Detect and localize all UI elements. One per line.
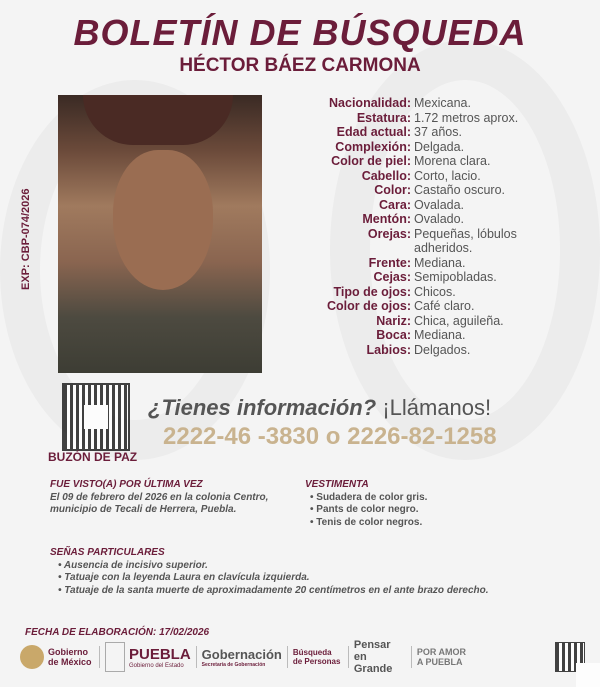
logo-text: Secretaría de Gobernación — [201, 661, 266, 668]
detail-value: Pequeñas, lóbulos adheridos. — [414, 226, 517, 255]
detail-value: Café claro. — [414, 299, 475, 313]
info-prompt — [148, 395, 583, 421]
detail-row — [280, 328, 580, 343]
last-seen-text: El 09 de febrero del 2026 en la colonia Centro, municipio de Tecali de Herrera, Puebla. — [50, 491, 269, 515]
detail-row — [280, 314, 580, 329]
qr-code[interactable] — [62, 383, 130, 451]
detail-row — [280, 343, 580, 358]
phone-numbers[interactable]: 2222-46 -3830 o 2226-82-1258 — [163, 423, 497, 450]
detail-label: Nacionalidad: — [329, 96, 411, 110]
detail-row — [280, 111, 580, 126]
detail-row — [280, 140, 580, 155]
detail-label: Edad actual: — [336, 125, 411, 139]
detail-value: Ovalado. — [414, 212, 465, 226]
call-text: ¡Llámanos! — [382, 395, 492, 420]
detail-value: Mediana. — [414, 255, 466, 270]
footer-qr-code[interactable] — [555, 642, 585, 672]
detail-value: Ovalada. — [414, 197, 465, 212]
detail-label: Mentón: — [362, 212, 411, 226]
detail-label: Tipo de ojos: — [333, 284, 411, 299]
clothing-heading: VESTIMENTA — [305, 479, 369, 490]
expediente-number: EXP: CBP-074/2026 — [20, 188, 32, 290]
detail-row — [280, 299, 580, 314]
clothing-item: • Pants de color negro. — [310, 504, 565, 517]
detail-label: Orejas: — [367, 226, 411, 241]
detail-label: Color: — [374, 183, 411, 197]
detail-value: Delgados. — [414, 342, 471, 357]
detail-row — [280, 212, 580, 227]
detail-value: Mediana. — [414, 328, 466, 342]
bulletin-title: BOLETÍN DE BÚSQUEDA — [73, 12, 527, 53]
marks-section — [50, 547, 530, 597]
detail-label: Estatura: — [356, 110, 411, 125]
logo-por-amor-puebla: POR AMOR A PUEBLA — [416, 647, 467, 667]
detail-row — [280, 96, 580, 111]
detail-value: Mexicana. — [414, 96, 471, 110]
logo-gobierno-mexico — [20, 645, 94, 669]
last-seen-heading: FUE VISTO(A) POR ÚLTIMA VEZ — [50, 479, 203, 490]
clothing-section — [305, 479, 565, 529]
physical-details — [280, 96, 580, 357]
logo-text: Gobierno de México — [48, 647, 92, 667]
marks-heading: SEÑAS PARTICULARES — [50, 547, 165, 558]
detail-label: Frente: — [368, 255, 411, 270]
clothing-item: • Tenis de color negros. — [310, 517, 565, 530]
footer-logos — [20, 640, 585, 674]
detail-label: Color de ojos: — [326, 299, 411, 313]
detail-value: Semipobladas. — [414, 270, 497, 284]
detail-value: Corto, lacio. — [414, 168, 481, 183]
logo-text: Gobernación — [201, 646, 282, 662]
logo-text: PUEBLA — [129, 645, 191, 663]
person-photo — [58, 95, 262, 373]
question: ¿Tienes información? — [148, 395, 377, 420]
detail-value: 37 años. — [414, 125, 462, 139]
elaboration-date: FECHA DE ELABORACIÓN: 17/02/2026 — [25, 627, 210, 638]
detail-value: 1.72 metros aprox. — [414, 110, 519, 125]
detail-label: Complexión: — [335, 139, 411, 154]
logo-puebla — [105, 642, 191, 672]
mark-item: • Ausencia de incisivo superior. — [58, 560, 530, 573]
detail-row — [280, 270, 580, 285]
detail-row — [280, 227, 580, 256]
detail-row — [280, 154, 580, 169]
detail-value: Chica, aguileña. — [414, 313, 504, 328]
logo-pensar-grande: Pensar en Grande — [353, 639, 393, 675]
mark-item: • Tatuaje con la leyenda Laura en clavícula izquierda. — [58, 572, 530, 585]
logo-gobernacion — [202, 647, 282, 668]
person-name: HÉCTOR BÁEZ CARMONA — [179, 55, 421, 76]
detail-row — [280, 256, 580, 271]
detail-row — [280, 183, 580, 198]
detail-label: Boca: — [376, 328, 411, 342]
detail-label: Cabello: — [361, 168, 411, 183]
detail-row — [280, 169, 580, 184]
mark-item: • Tatuaje de la santa muerte de aproximadamente 20 centímetros en el ante brazo derecho. — [58, 585, 530, 598]
detail-value: Chicos. — [414, 284, 456, 299]
detail-label: Labios: — [366, 342, 411, 357]
detail-label: Cejas: — [373, 270, 411, 284]
detail-label: Nariz: — [376, 313, 411, 328]
buzon-label: BUZÓN DE PAZ — [48, 450, 138, 464]
clothing-item: • Sudadera de color gris. — [310, 492, 565, 505]
detail-row — [280, 125, 580, 140]
last-seen-section — [50, 479, 280, 517]
detail-value: Castaño oscuro. — [414, 183, 506, 197]
detail-row — [280, 285, 580, 300]
logo-busqueda: Búsqueda de Personas — [292, 648, 341, 666]
detail-value: Morena clara. — [414, 154, 491, 168]
detail-row — [280, 198, 580, 213]
detail-label: Cara: — [379, 197, 411, 212]
detail-value: Delgada. — [414, 139, 465, 154]
logo-text: Gobierno del Estado — [129, 662, 184, 669]
detail-label: Color de piel: — [331, 154, 411, 168]
